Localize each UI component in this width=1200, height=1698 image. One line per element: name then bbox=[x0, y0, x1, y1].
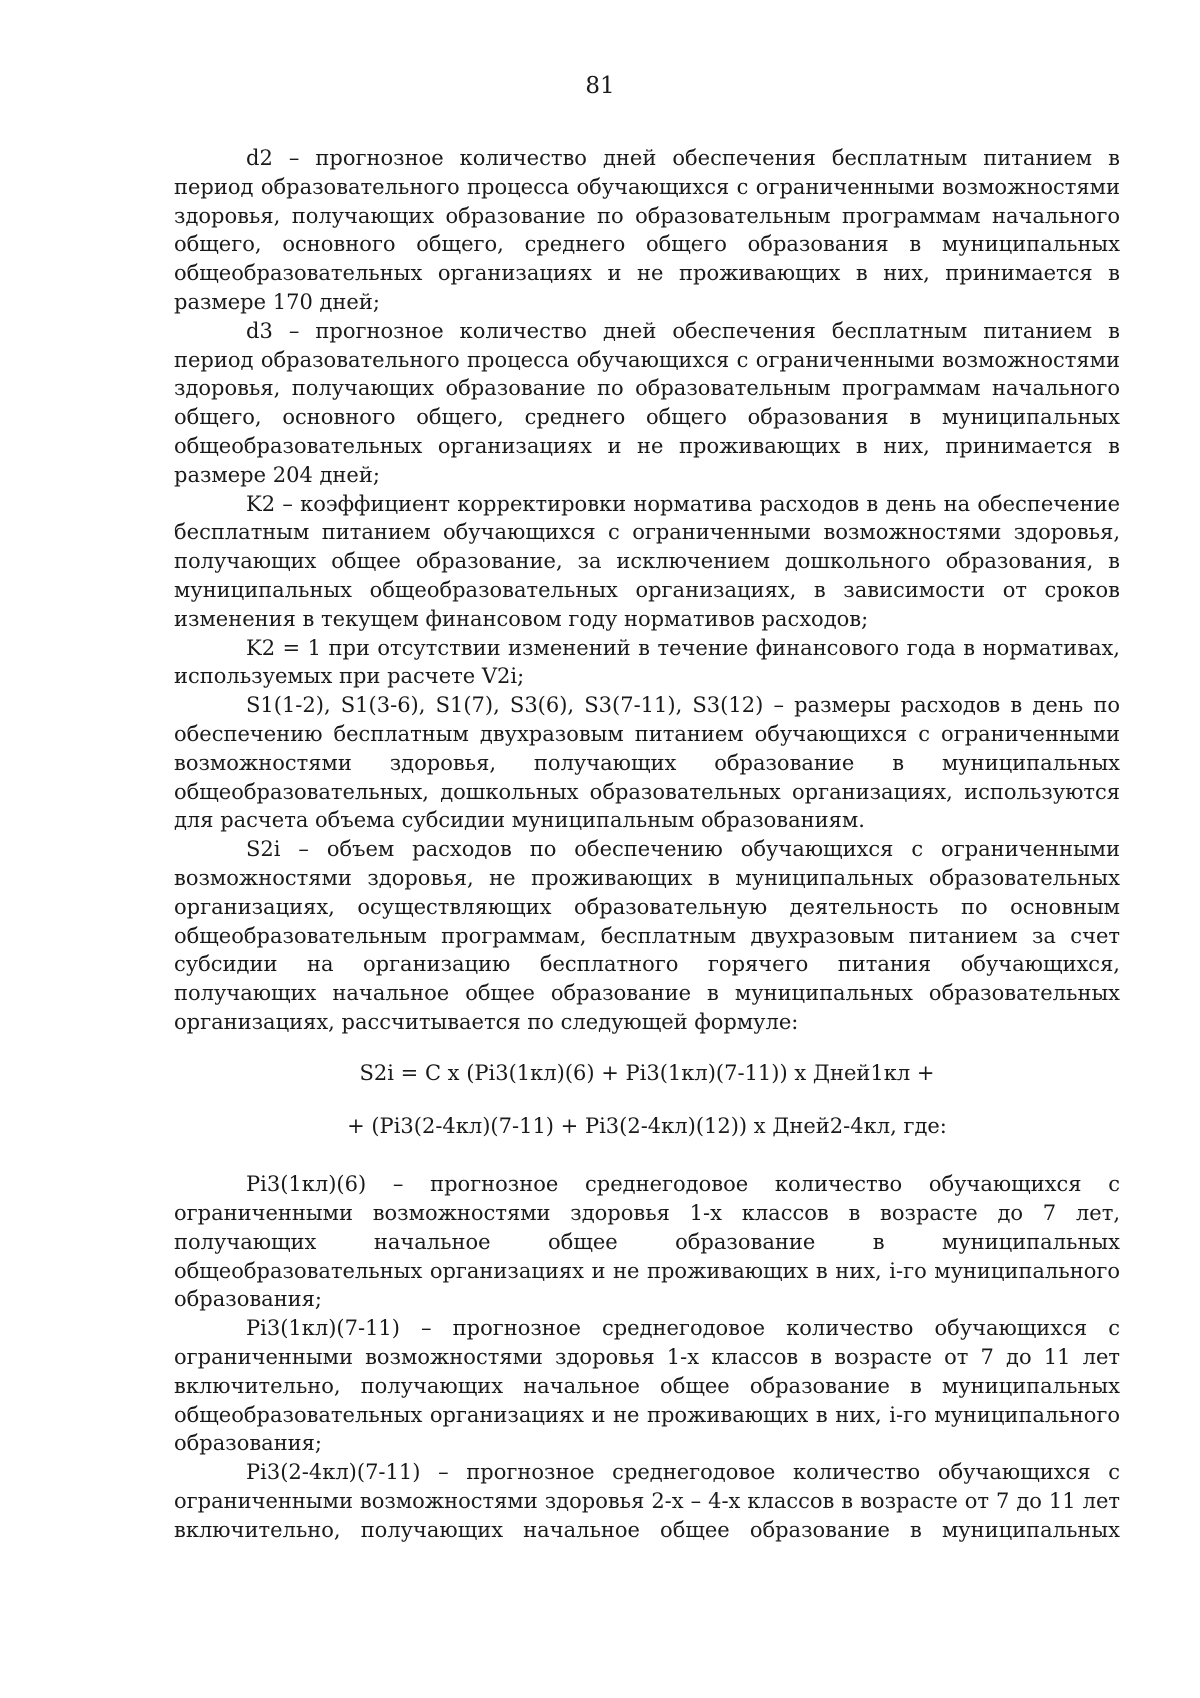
paragraph-k2-value: K2 = 1 при отсутствии изменений в течение финансового года в нормативах, используемых при расчете V2i; bbox=[174, 635, 1120, 689]
paragraph-pi3-1kl-7-11-definition: Pi3(1кл)(7-11) – прогнозное среднегодовое количество обучающихся с ограниченными возможностями здоровья 1-х классов в возрасте от 7 до 11 лет включительно, получающих начальное общее образование в муниципальных общеобразовательных организациях и не проживающих в них, i-го муниципального образования; bbox=[174, 1316, 1120, 1456]
paragraph-pi3-2-4kl-7-11-definition: Pi3(2-4кл)(7-11) – прогнозное среднегодовое количество обучающихся с ограниченными возможностями здоровья 2-х – 4-х классов в возрасте от 7 до 11 лет включительно, получающих начальное общее образование в муниципальных bbox=[174, 1460, 1120, 1542]
document-body bbox=[174, 144, 1120, 1545]
formula-line-1: S2i = C x (Pi3(1кл)(6) + Pi3(1кл)(7-11)) x Дней1кл + bbox=[359, 1060, 935, 1085]
formula-line-2: + (Pi3(2-4кл)(7-11) + Pi3(2-4кл)(12)) x Дней2-4кл, где: bbox=[347, 1113, 947, 1138]
paragraph-s-rates-definition: S1(1-2), S1(3-6), S1(7), S3(6), S3(7-11), S3(12) – размеры расходов в день по обеспечению бесплатным двухразовым питанием обучающихся с ограниченными возможностями здоровья, получающих образование в муниципальных общеобразовательных, дошкольных образовательных организациях, используются для расчета объема субсидии муниципальным образованиям. bbox=[174, 693, 1120, 833]
paragraph-d3-definition: d3 – прогнозное количество дней обеспечения бесплатным питанием в период образовательного процесса обучающихся с ограниченными возможностями здоровья, получающих образование по образовательным программам начального общего, основного общего, среднего общего образования в муниципальных общеобразовательных организациях и не проживающих в них, принимается в размере 204 дней; bbox=[174, 318, 1120, 487]
page-number: 81 bbox=[585, 73, 615, 99]
paragraph-s2i-definition: S2i – объем расходов по обеспечению обучающихся с ограниченными возможностями здоровья, не проживающих в муниципальных образовательных организациях, осуществляющих образовательную деятельность по основным общеобразовательным программам, бесплатным двухразовым питанием за счет субсидии на организацию бесплатного горячего питания обучающихся, получающих начальное общее образование в муниципальных образовательных организациях, рассчитывается по следующей формуле: bbox=[174, 837, 1120, 1034]
paragraph-k2-definition: K2 – коэффициент корректировки норматива расходов в день на обеспечение бесплатным питанием обучающихся с ограниченными возможностями здоровья, получающих общее образование, за исключением дошкольного образования, в муниципальных общеобразовательных организациях, в зависимости от сроков изменения в текущем финансовом году нормативов расходов; bbox=[174, 491, 1120, 631]
paragraph-pi3-1kl-6-definition: Pi3(1кл)(6) – прогнозное среднегодовое количество обучающихся с ограниченными возможностями здоровья 1-х классов в возрасте до 7 лет, получающих начальное общее образование в муниципальных общеобразовательных организациях и не проживающих в них, i-го муниципального образования; bbox=[174, 1172, 1120, 1312]
paragraph-d2-definition: d2 – прогнозное количество дней обеспечения бесплатным питанием в период образовательного процесса обучающихся с ограниченными возможностями здоровья, получающих образование по образовательным программам начального общего, основного общего, среднего общего образования в муниципальных общеобразовательных организациях и не проживающих в них, принимается в размере 170 дней; bbox=[174, 146, 1120, 314]
